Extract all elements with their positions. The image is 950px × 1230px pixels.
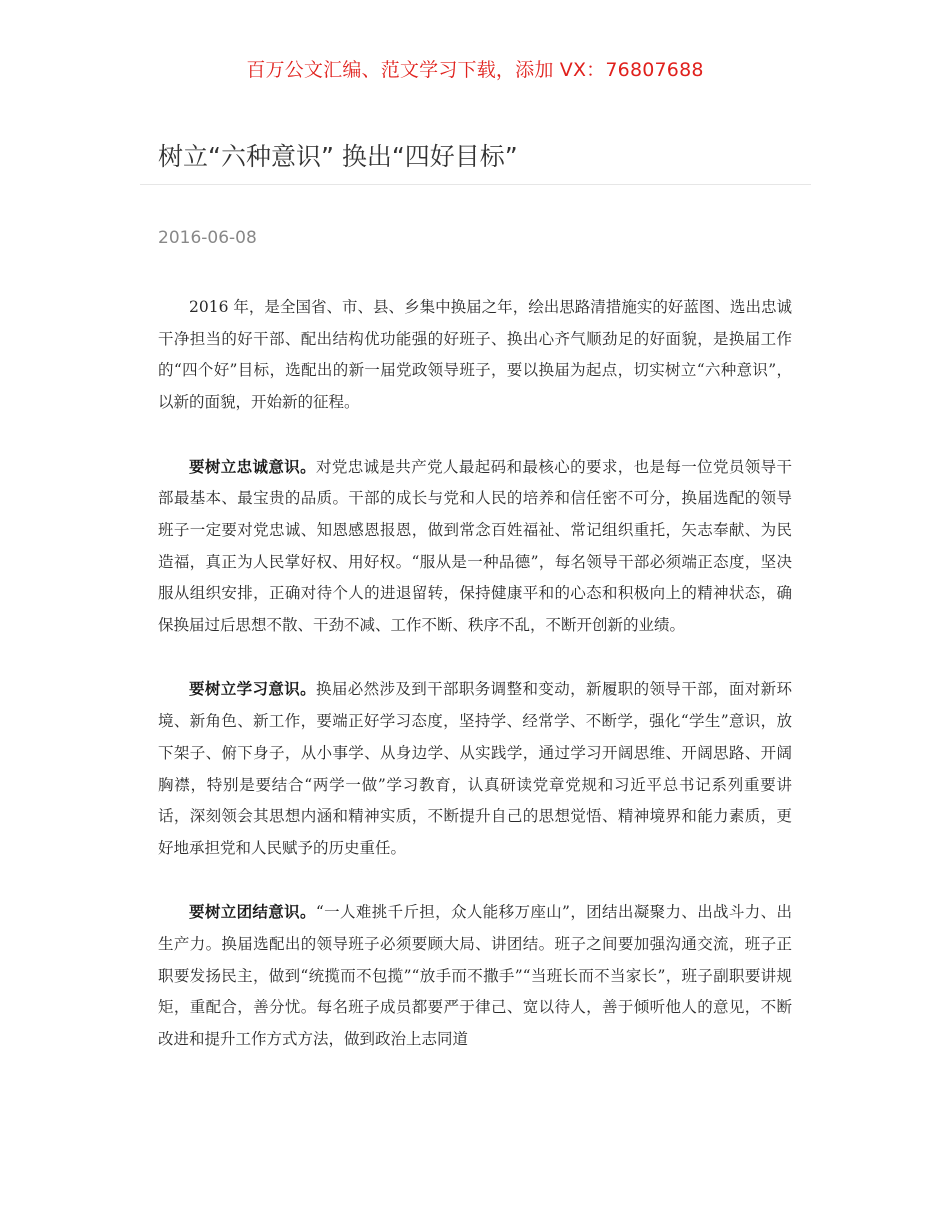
intro-paragraph: 2016 年，是全国省、市、县、乡集中换届之年，绘出思路清措施实的好蓝图、选出忠诚干净担当的好干部、配出结构优功能强的好班子、换出心齐气顺劲足的好面貌，是换届工作的“四个好”目标，选配出的新一届党政领导班子，要以换届为起点，切实树立“六种意识”，以新的面貌，开始新的征程。	[158, 298, 792, 412]
section-body: 换届必然涉及到干部职务调整和变动，新履职的领导干部，面对新环境、新角色、新工作，要端正好学习态度，坚持学、经常学、不断学，强化“学生”意识，放下架子、俯下身子，从小事学、从身边学、从实践学，通过学习开阔思维、开阔思路、开阔胸襟，特别是要结合“两学一做”学习教育，认真研读党章党规和习近平总书记系列重要讲话，深刻领会其思想内涵和精神实质，不断提升自己的思想觉悟、精神境界和能力素质，更好地承担党和人民赋予的历史重任。	[158, 680, 792, 857]
section-paragraph-loyalty	[158, 451, 792, 642]
section-body: “一人难挑千斤担，众人能移万座山”，团结出凝聚力、出战斗力、出生产力。换届选配出的领导班子必须要顾大局、讲团结。班子之间要加强沟通交流，班子正职要发扬民主，做到“统揽而不包揽”“放手而不撒手”“当班长而不当家长”，班子副职要讲规矩，重配合，善分忧。每名班子成员都要严于律己、宽以待人，善于倾听他人的意见，不断改进和提升工作方式方法，做到政治上志同道	[158, 903, 792, 1049]
section-lead: 要树立学习意识。	[189, 679, 317, 699]
publish-date: 2016-06-08	[158, 228, 257, 248]
section-paragraph-unity	[158, 896, 792, 1056]
article-body	[158, 292, 792, 1088]
article-title: 树立“六种意识” 换出“四好目标”	[158, 142, 518, 171]
section-body: 对党忠诚是共产党人最起码和最核心的要求，也是每一位党员领导干部最基本、最宝贵的品质。干部的成长与党和人民的培养和信任密不可分，换届选配的领导班子一定要对党忠诚、知恩感恩报恩，做到常念百姓福祉、常记组织重托，矢志奉献、为民造福，真正为人民掌好权、用好权。“服从是一种品德”，每名领导干部必须端正态度，坚决服从组织安排，正确对待个人的进退留转，保持健康平和的心态和积极向上的精神状态，确保换届过后思想不散、干劲不减、工作不断、秩序不乱，不断开创新的业绩。	[158, 457, 792, 635]
promo-banner: 百万公文汇编、范文学习下载，添加 VX：76807688	[246, 59, 704, 81]
section-lead: 要树立忠诚意识。	[189, 456, 317, 476]
title-divider	[140, 184, 811, 185]
section-lead: 要树立团结意识。	[189, 902, 316, 922]
section-paragraph-learning	[158, 673, 792, 864]
